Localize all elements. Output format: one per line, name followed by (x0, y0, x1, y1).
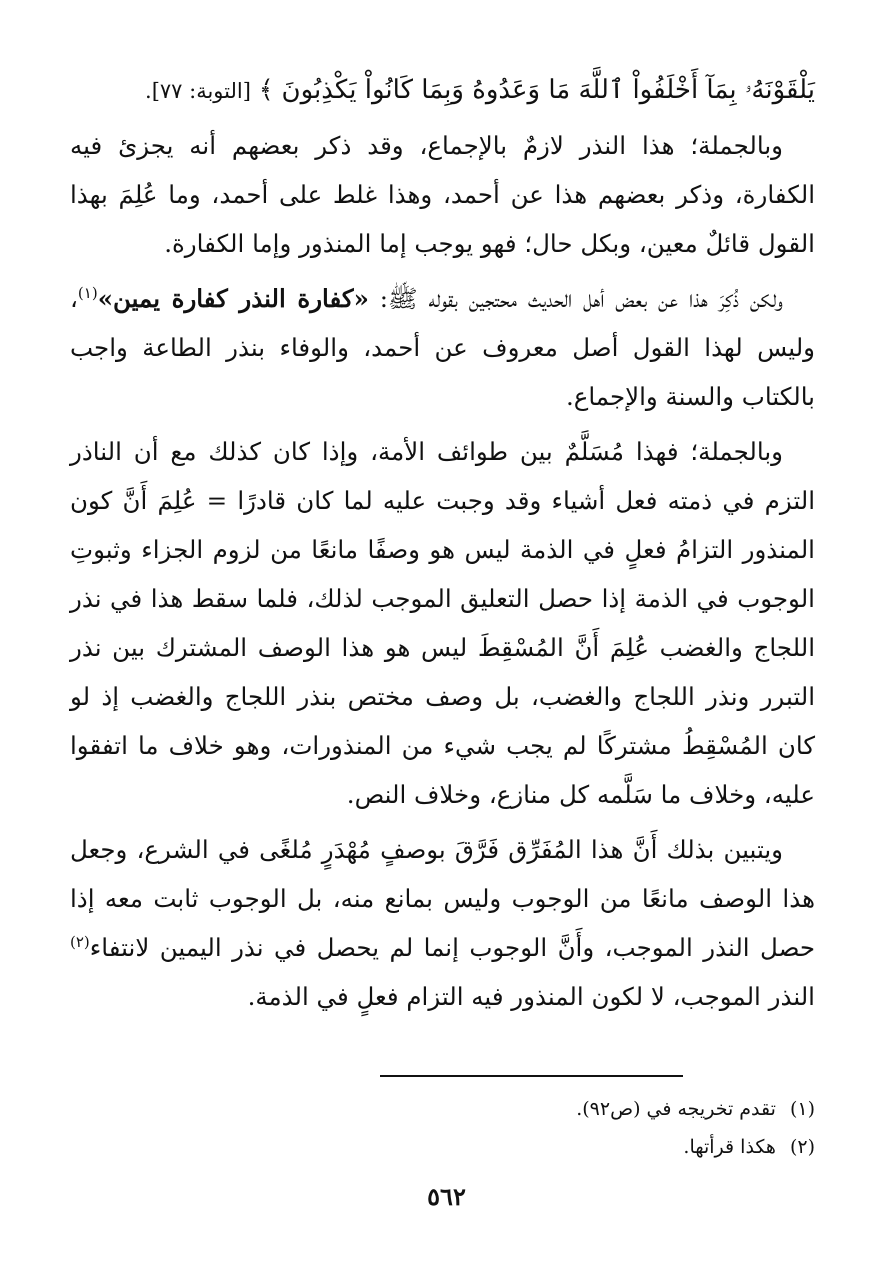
footnote-text: هكذا قرأتها. (683, 1136, 776, 1158)
last-paragraph-before: ويتبين بذلك أَنَّ هذا المُفَرِّق فَرَّقَ بوصفٍ مُهْدَرٍ مُلغًى في الشرع، وجعل هذا الوصف مانعًا من الوجوب وليس بمانع منه، بل الوجوب ثابت معه إذا حصل النذر الموجب، وأَنَّ الوجوب إنما لم يحصل في نذر اليمين لانتفاء (70, 835, 815, 962)
paragraph-hadith (70, 274, 815, 421)
page-number: ٥٦٢ (427, 1182, 466, 1211)
last-paragraph-after: النذر الموجب، لا لكون المنذور فيه التزام فعلٍ في الذمة. (247, 982, 815, 1011)
footnote-ref-2: (٢) (70, 932, 90, 951)
footnotes (70, 1090, 815, 1166)
page-body (70, 62, 815, 1027)
footnote-number: (١) (789, 1098, 815, 1120)
hadith-after: ، وليس لهذا القول أصل معروف عن أحمد، والوفاء بنذر الطاعة واجب بالكتاب والسنة والإجماع. (70, 284, 815, 411)
hadith-quote: «كفارة النذر كفارة يمين» (97, 284, 369, 313)
hadith-intro: ولكن ذُكِرَ هذا عن بعض أهل الحديث محتجين بقوله ﷺ: (368, 284, 783, 313)
paragraph-last (70, 825, 815, 1021)
verse-close-bracket: ﴾ (258, 75, 274, 104)
verse-text: يَلْقَوْنَهُۥ بِمَآ أَخْلَفُواْ ٱللَّهَ مَا وَعَدُوهُ وَبِمَا كَانُواْ يَكْذِبُونَ (281, 75, 815, 105)
quran-verse (70, 62, 815, 119)
paragraph-1: وبالجملة؛ هذا النذر لازمٌ بالإجماع، وقد ذكر بعضهم أنه يجزئ فيه الكفارة، وذكر بعضهم هذا عن أحمد، وهذا غلط على أحمد، وما عُلِمَ بهذا القول قائلٌ معين، وبكل حال؛ فهو يوجب إما المنذور وإما الكفارة. (70, 131, 815, 258)
footnote-ref-1: (١) (77, 283, 98, 302)
footnote-item (70, 1128, 815, 1166)
paragraph-3: وبالجملة؛ فهذا مُسَلَّمٌ بين طوائف الأمة، وإذا كان كذلك مع أن الناذر التزم في ذمته فعل أشياء وقد وجبت عليه لما كان قادرًا = عُلِمَ أَنَّ كون المنذور التزامُ فعلٍ في الذمة ليس هو وصفًا مانعًا من لزوم الجزاء وثبوتِ الوجوب في الذمة إذا حصل التعليق الموجب لذلك، فلما سقط هذا في نذر اللجاج والغضب عُلِمَ أَنَّ المُسْقِطَ ليس هو هذا الوصف المشترك بين نذر التبرر ونذر اللجاج والغضب، بل وصف مختص بنذر اللجاج والغضب إذ لو كان المُسْقِطُ مشتركًا لم يجب شيء من المنذورات، وهو خلاف ما اتفقوا عليه، وخلاف ما سَلَّمه كل منازع، وخلاف النص. (70, 437, 815, 809)
footnote-item (70, 1090, 815, 1128)
verse-reference: [التوبة: ٧٧]. (145, 79, 251, 103)
footnote-text: تقدم تخريجه في (ص٩٢). (576, 1098, 776, 1120)
footnote-divider (380, 1075, 683, 1077)
footnote-number: (٢) (789, 1136, 815, 1158)
